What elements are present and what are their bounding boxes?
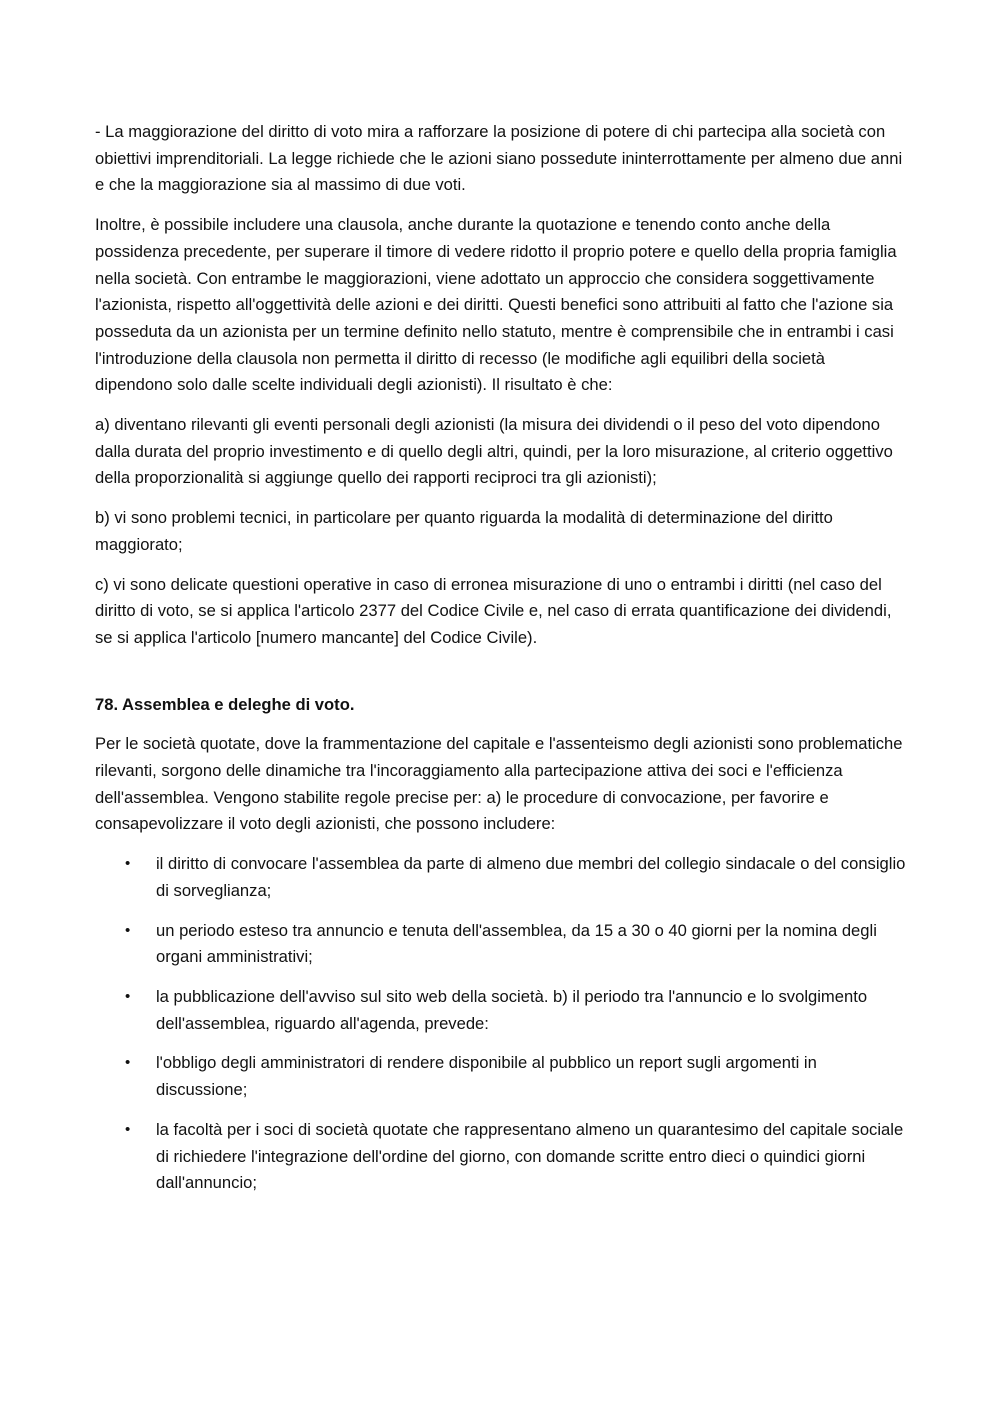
list-item-text: un periodo esteso tra annuncio e tenuta dell'assemblea, da 15 a 30 o 40 giorni per la nomina degli organi amministrativi; xyxy=(156,920,877,967)
list-item-text: il diritto di convocare l'assemblea da parte di almeno due membri del collegio sindacale o del consiglio di sorveglianza; xyxy=(156,854,906,900)
bullet-list xyxy=(95,851,907,1197)
list-item xyxy=(95,1050,907,1103)
paragraph-point-b: b) vi sono problemi tecnici, in particolare per quanto riguarda la modalità di determinazione del diritto maggiorato; xyxy=(95,508,833,554)
list-item xyxy=(95,851,907,904)
bullet-icon: • xyxy=(125,855,131,873)
list-item-text: la facoltà per i soci di società quotate che rappresentano almeno un quarantesimo del capitale sociale di richiedere l'integrazione dell'ordine del giorno, con domande scritte entro dieci o quindici giorni dall'annuncio; xyxy=(156,1119,904,1193)
bullet-icon: • xyxy=(125,921,131,939)
bullet-icon: • xyxy=(125,1120,131,1138)
paragraph-voting-increase: - La maggiorazione del diritto di voto mira a rafforzare la posizione di potere di chi partecipa alla società con obiettivi imprenditoriali. La legge richiede che le azioni siano possedute ininterrottamente per almeno due anni e che la maggiorazione sia al massimo di due voti. xyxy=(95,122,903,195)
list-item-text: l'obbligo degli amministratori di rendere disponibile al pubblico un report sugli argomenti in discussione; xyxy=(156,1053,817,1100)
list-item xyxy=(95,918,907,971)
paragraph-point-c: c) vi sono delicate questioni operative in caso di erronea misurazione di uno o entrambi i diritti (nel caso del diritto di voto, se si applica l'articolo 2377 del Codice Civile e, nel caso di errata quantificazione dei dividendi, se si applica l'articolo [numero mancante] del Codice Civile). xyxy=(95,574,892,647)
bullet-icon: • xyxy=(125,1054,131,1072)
paragraph-point-a: a) diventano rilevanti gli eventi personali degli azionisti (la misura dei dividendi o il peso del voto dipendono dalla durata del proprio investimento e di quello degli altri, quindi, per la loro misurazione, al criterio oggettivo della proporzionalità si aggiunge quello dei rapporti reciproci tra gli azionisti); xyxy=(95,415,893,488)
section-heading: 78. Assemblea e deleghe di voto. xyxy=(95,694,355,714)
paragraph-clause: Inoltre, è possibile includere una clausola, anche durante la quotazione e tenendo conto anche della possidenza precedente, per superare il timore di vedere ridotto il proprio potere e quello della propria famiglia nella società. Con entrambe le maggiorazioni, viene adottato un approccio che considera soggettivamente l'azionista, rispetto all'oggettività delle azioni e dei diritti. Questi benefici sono attribuiti al fatto che l'azione sia posseduta da un azionista per un termine definito nello statuto, mentre è comprensibile che in entrambi i casi l'introduzione della clausola non permetta il diritto di recesso (le modifiche agli equilibri della società dipendono solo dalle scelte individuali degli azionisti). Il risultato è che: xyxy=(95,215,897,395)
list-item xyxy=(95,1117,907,1197)
bullet-icon: • xyxy=(125,987,131,1005)
list-item xyxy=(95,984,907,1037)
document-body xyxy=(95,119,907,1210)
list-item-text: la pubblicazione dell'avviso sul sito web della società. b) il periodo tra l'annuncio e lo svolgimento dell'assemblea, riguardo all'agenda, prevede: xyxy=(156,986,868,1033)
section-intro: Per le società quotate, dove la frammentazione del capitale e l'assenteismo degli azionisti sono problematiche rilevanti, sorgono delle dinamiche tra l'incoraggiamento alla partecipazione attiva dei soci e l'efficienza dell'assemblea. Vengono stabilite regole precise per: a) le procedure di convocazione, per favorire e consapevolizzare il voto degli azionisti, che possono includere: xyxy=(95,734,903,834)
